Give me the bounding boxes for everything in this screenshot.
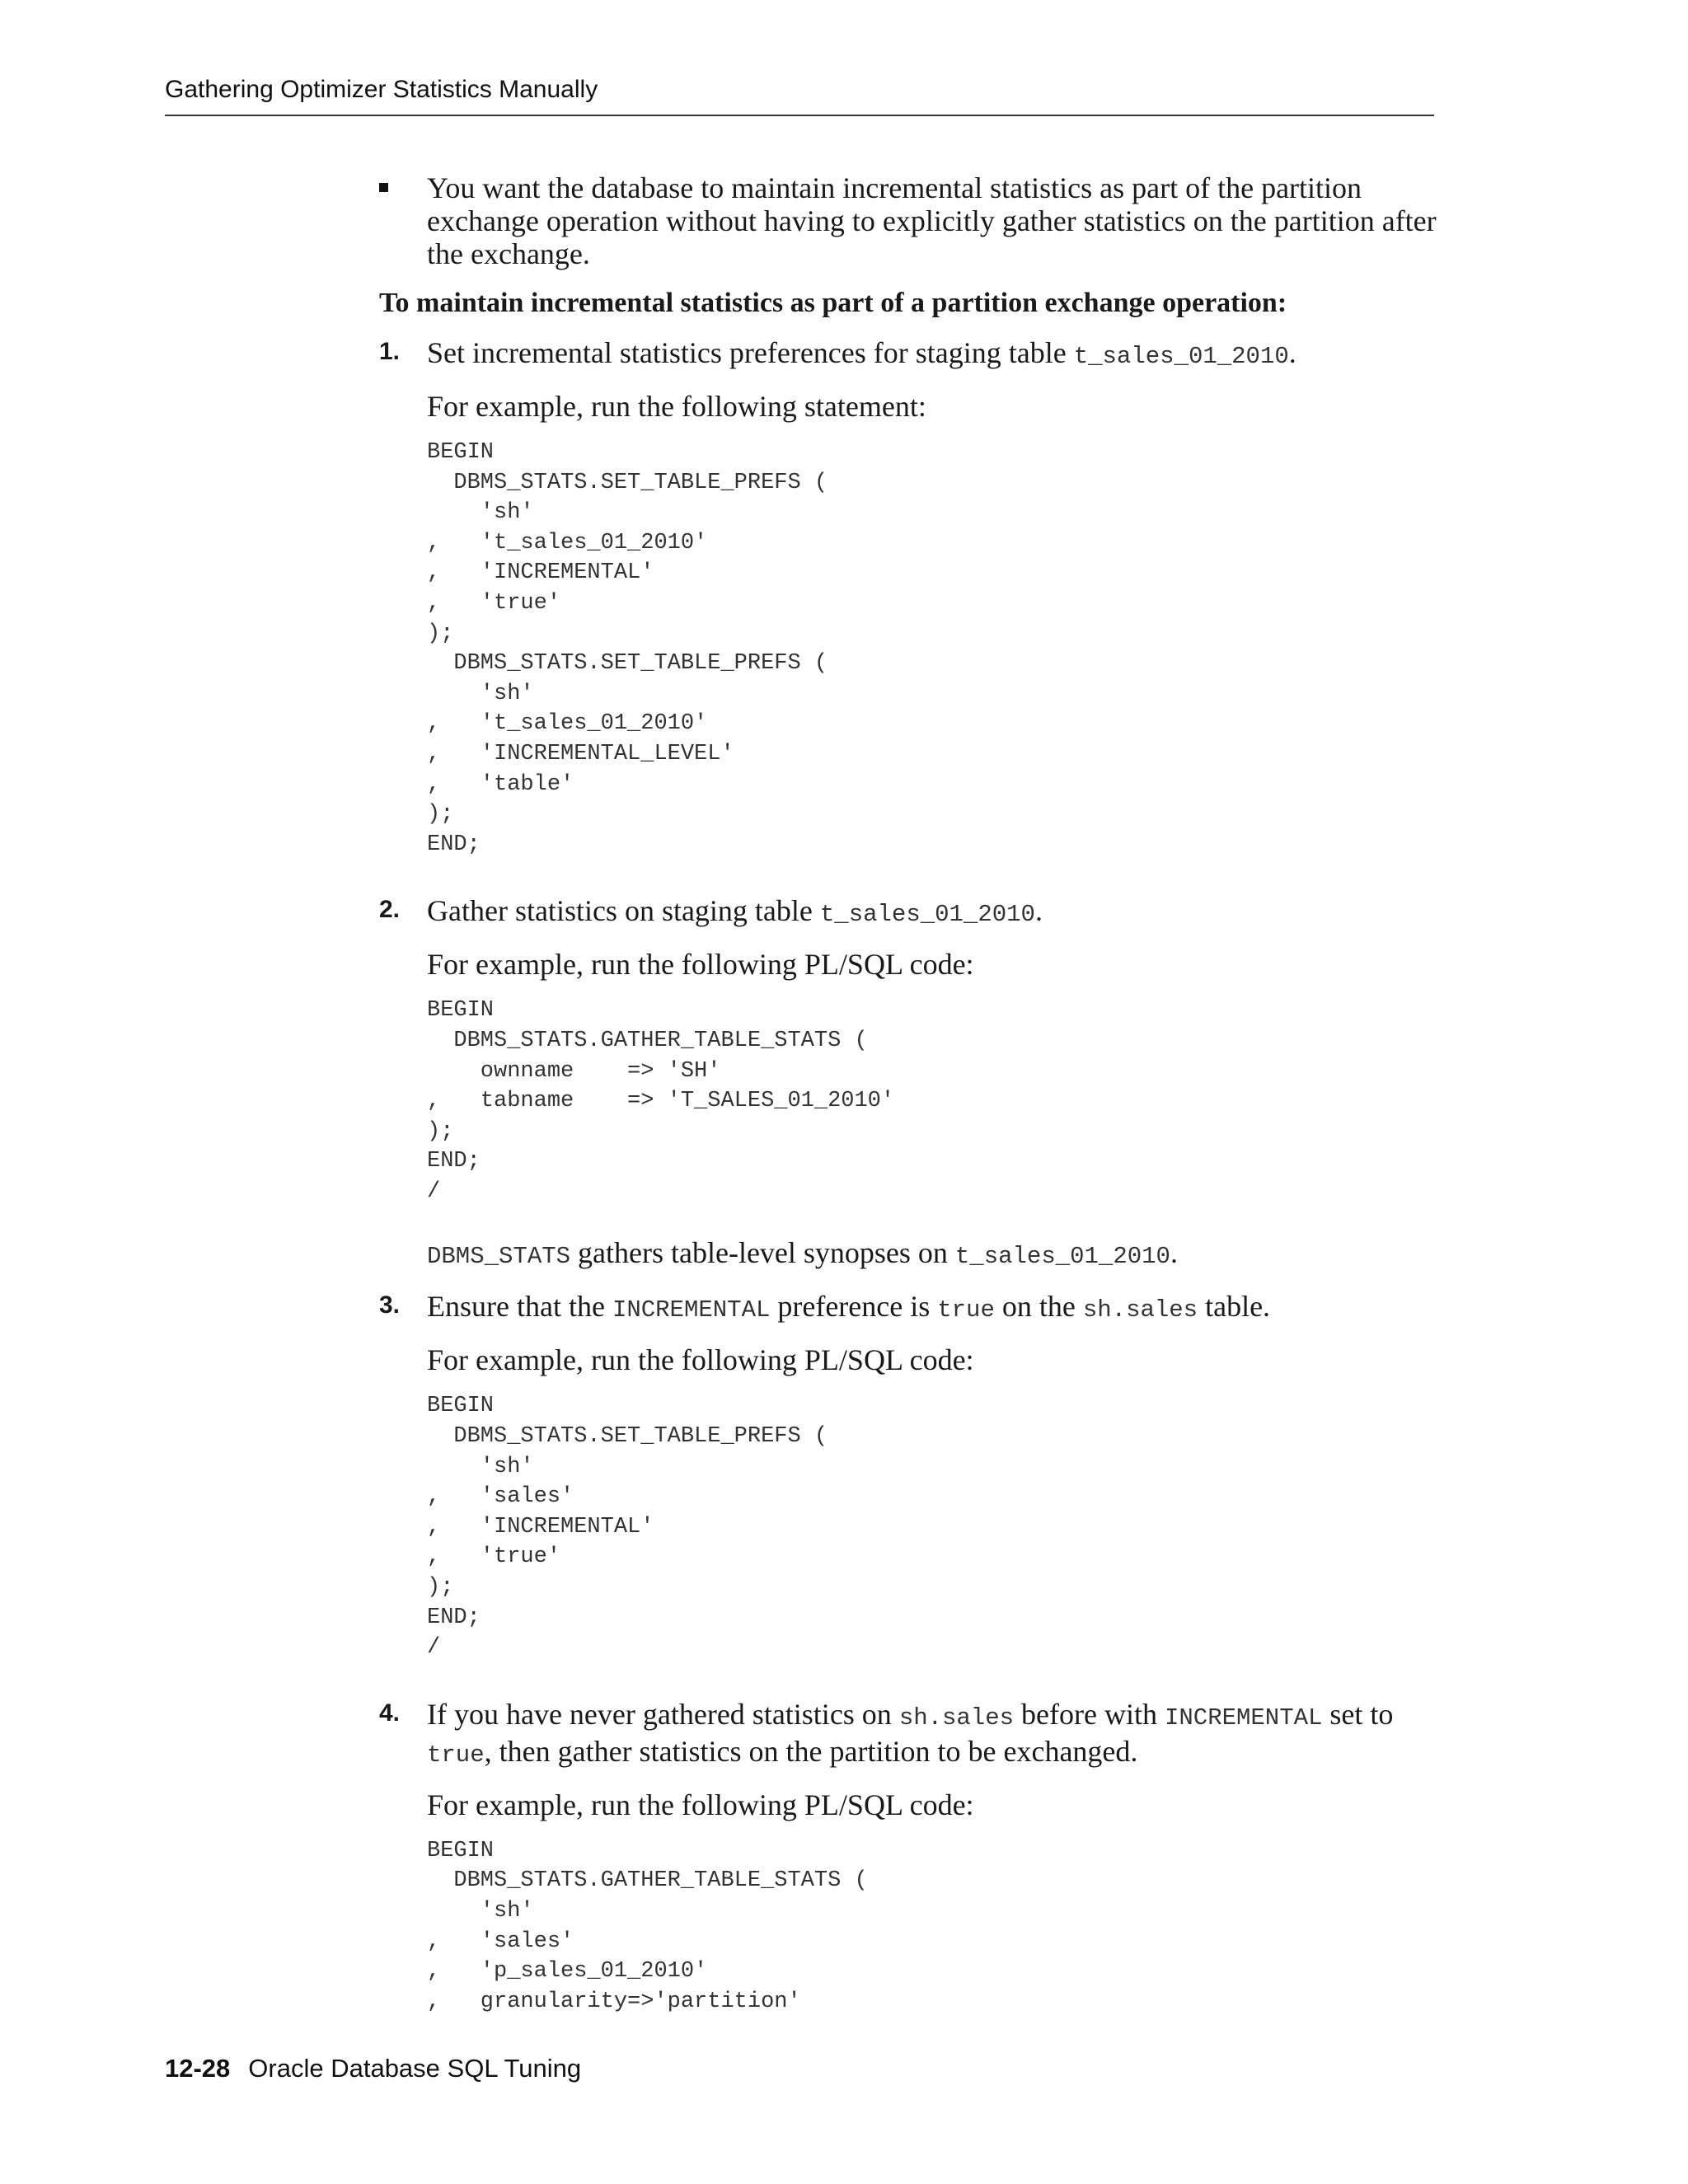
code-block: BEGIN DBMS_STATS.SET_TABLE_PREFS ( 'sh' , 'sales' , 'INCREMENTAL' , 'true' ); END; / (427, 1394, 828, 1661)
step-text-part: Gather statistics on staging table (427, 894, 820, 928)
example-intro: For example, run the following PL/SQL code: (427, 1343, 974, 1377)
bullet-item (379, 171, 1451, 270)
code-block: BEGIN DBMS_STATS.GATHER_TABLE_STATS ( 'sh' , 'sales' , 'p_sales_01_2010' , granularity=>'partition' (427, 1838, 868, 2014)
step-text-part: gathers table-level synopses on (570, 1236, 955, 1270)
step-text-part: . (1170, 1236, 1178, 1270)
step-text-part: . (1034, 894, 1043, 928)
step-text (427, 1698, 1451, 1772)
step-1 (379, 336, 1451, 860)
inline-code: true (427, 1741, 485, 1769)
step-text-part: before with (1014, 1697, 1165, 1731)
header-rule (165, 115, 1434, 116)
example-intro: For example, run the following PL/SQL code: (427, 1788, 974, 1821)
step-text (427, 894, 1451, 931)
step-number: 1. (379, 338, 401, 365)
step-text-part: on the (994, 1290, 1083, 1324)
book-title: Oracle Database SQL Tuning (248, 2054, 582, 2083)
step-text-part: . (1288, 336, 1296, 369)
step-note (427, 1236, 1451, 1273)
code-block: BEGIN DBMS_STATS.SET_TABLE_PREFS ( 'sh' , 't_sales_01_2010' , 'INCREMENTAL' , 'true' ); DBMS_STATS.SET_TABLE_PREFS ( 'sh' , 't_sales_01_2010' , 'INCREMENTAL_LEVEL' , 'table' ); END; (427, 440, 828, 857)
step-text-part: preference is (770, 1290, 938, 1324)
step-4 (379, 1698, 1451, 2018)
inline-code: t_sales_01_2010 (819, 901, 1035, 929)
step-number: 2. (379, 896, 401, 924)
step-number: 4. (379, 1699, 401, 1727)
main-content (379, 171, 1451, 2017)
step-text-part: , then gather statistics on the partition to be exchanged. (484, 1734, 1138, 1768)
inline-code: t_sales_01_2010 (1073, 343, 1289, 370)
bullet-text: You want the database to maintain incremental statistics as part of the partition exchange operation without having to explicitly gather statistics on the partition after the exchange. (427, 171, 1437, 270)
example-intro: For example, run the following statement: (427, 390, 926, 423)
example-intro: For example, run the following PL/SQL code: (427, 948, 974, 982)
running-header: Gathering Optimizer Statistics Manually (165, 76, 598, 103)
step-text-part: Set incremental statistics preferences for staging table (427, 336, 1074, 369)
inline-code: DBMS_STATS (427, 1243, 571, 1271)
step-3 (379, 1290, 1451, 1662)
inline-code: t_sales_01_2010 (954, 1243, 1170, 1271)
step-text-part: set to (1322, 1697, 1394, 1731)
step-text-part: Ensure that the (427, 1290, 612, 1324)
running-footer (165, 2054, 581, 2083)
procedure-title: To maintain incremental statistics as part of a partition exchange operation: (379, 288, 1287, 318)
inline-code: sh.sales (898, 1704, 1015, 1732)
square-bullet-icon (379, 183, 388, 192)
inline-code: INCREMENTAL (1164, 1704, 1323, 1732)
code-block: BEGIN DBMS_STATS.GATHER_TABLE_STATS ( ownname => 'SH' , tabname => 'T_SALES_01_2010' ); END; / (427, 998, 895, 1204)
page-number: 12-28 (165, 2054, 231, 2083)
step-text-part: If you have never gathered statistics on (427, 1697, 899, 1731)
step-text-part: table. (1198, 1290, 1271, 1324)
inline-code: true (937, 1296, 995, 1324)
step-2 (379, 894, 1451, 1273)
step-number: 3. (379, 1291, 401, 1319)
step-text (427, 336, 1451, 373)
step-text (427, 1290, 1451, 1327)
inline-code: INCREMENTAL (612, 1296, 771, 1324)
inline-code: sh.sales (1082, 1296, 1198, 1324)
